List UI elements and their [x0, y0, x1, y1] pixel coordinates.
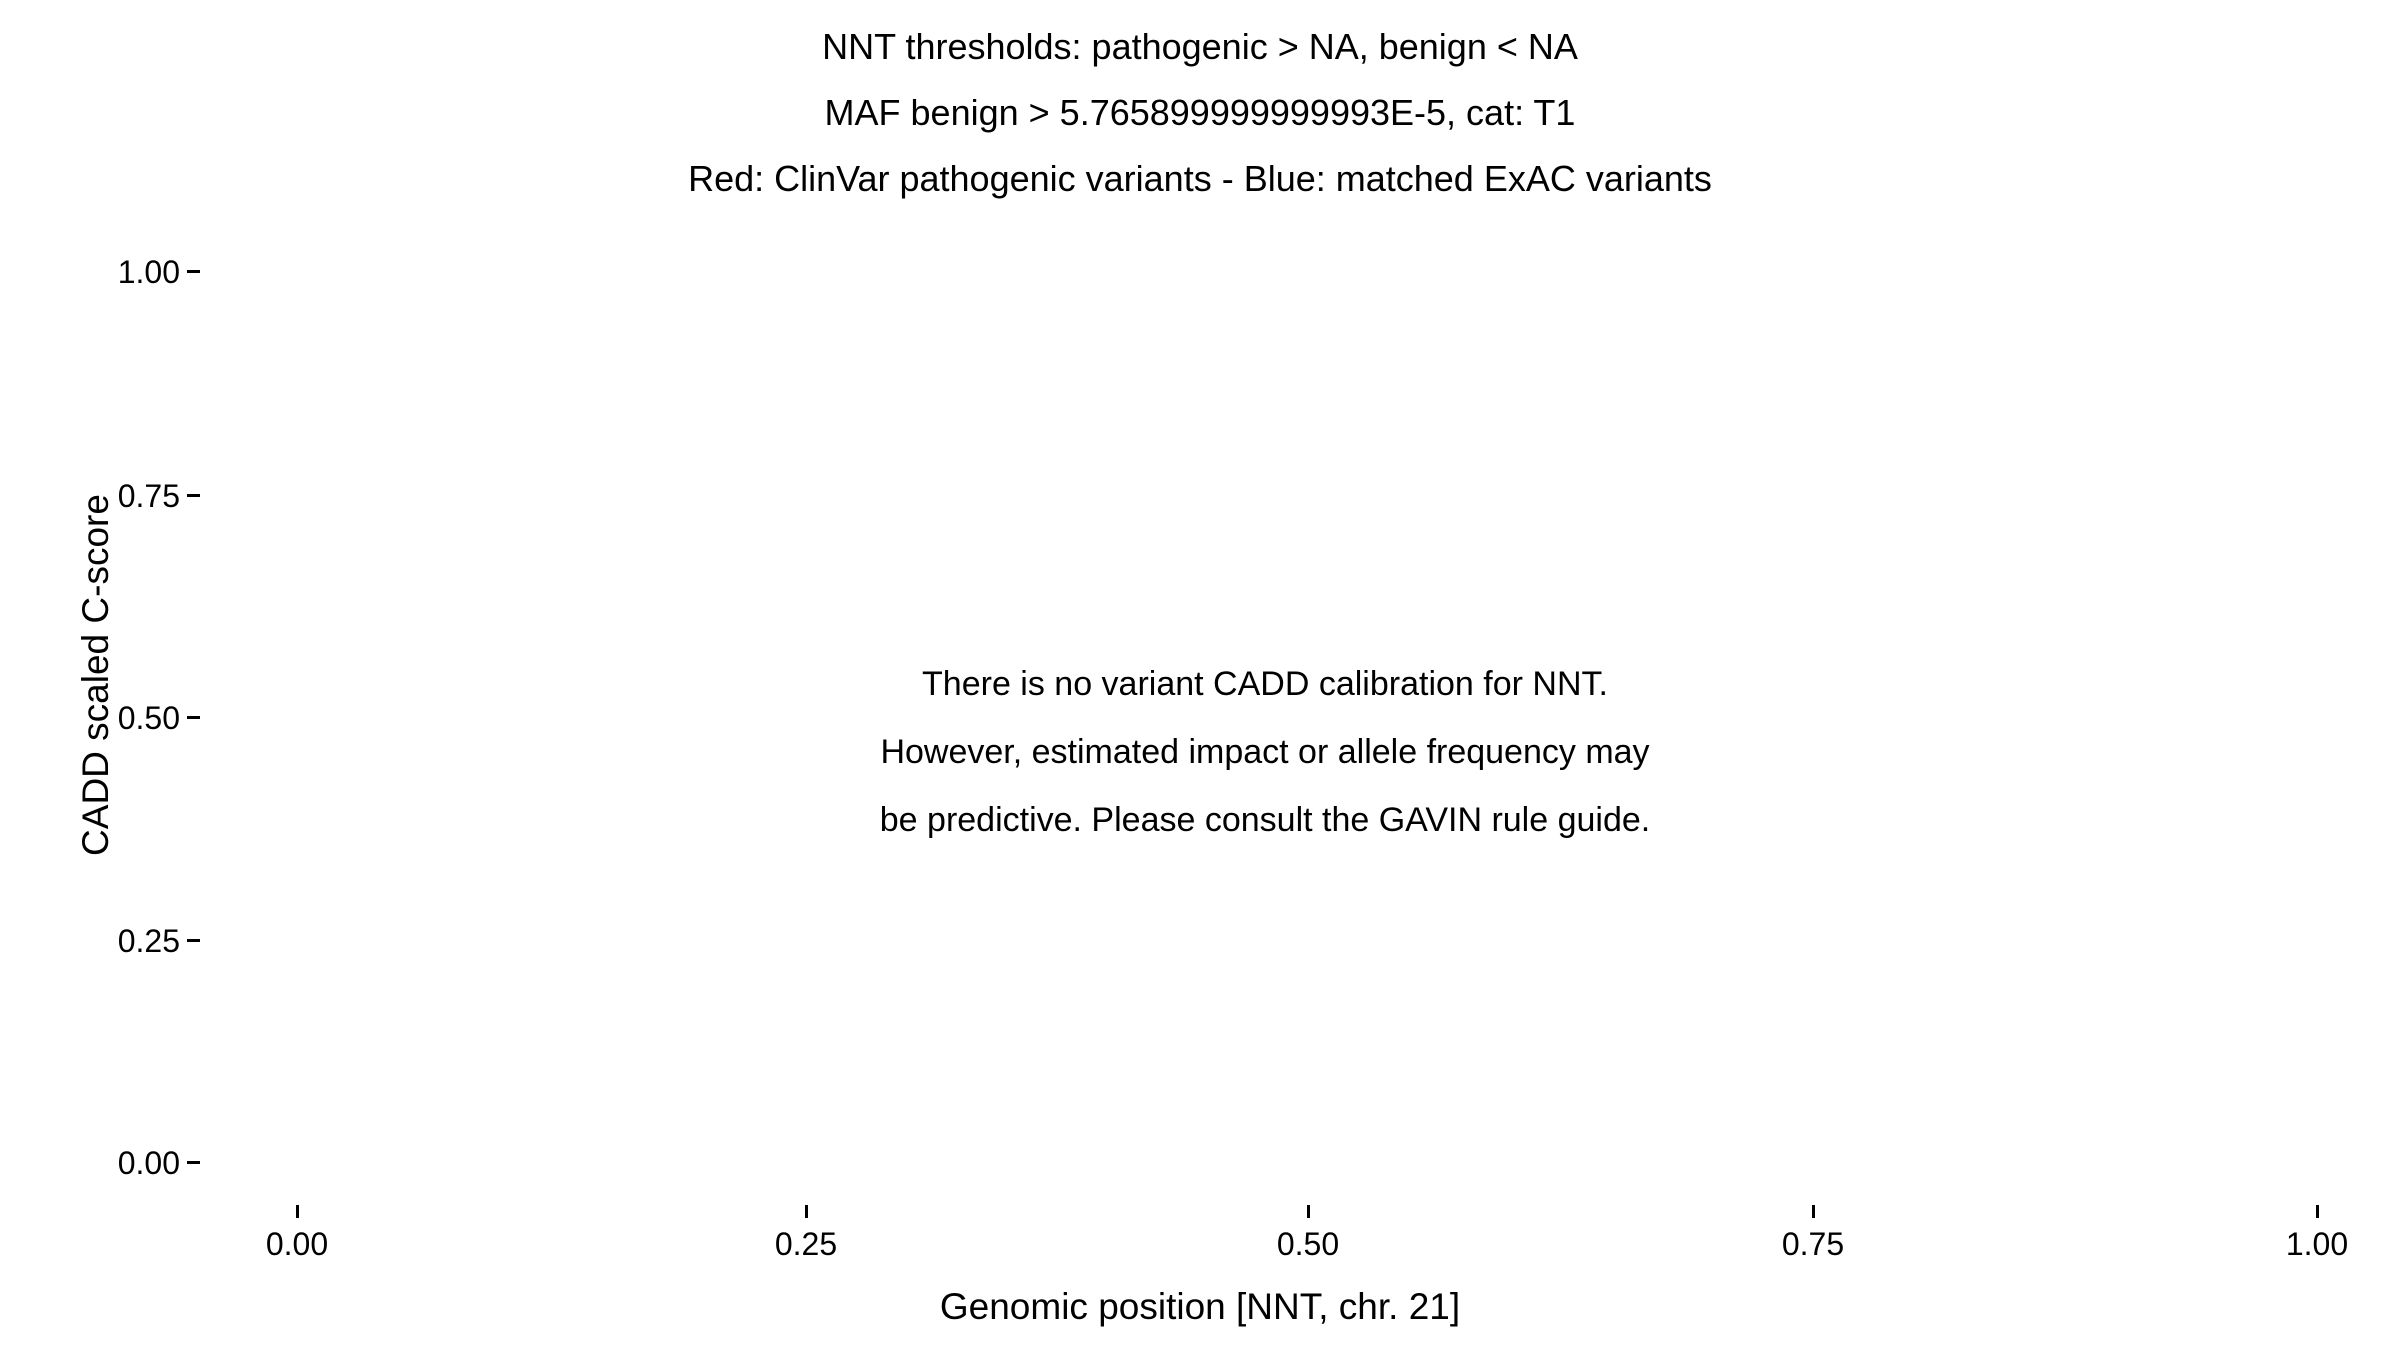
y-tick-label-1.00: 1.00 — [117, 254, 180, 290]
y-tick-label-0.50: 0.50 — [117, 700, 180, 736]
annotation-line-2: However, estimated impact or allele frequency may — [880, 733, 1650, 771]
x-tick-label-0.25: 0.25 — [774, 1226, 838, 1262]
y-tick-mark-0.25 — [187, 939, 200, 942]
x-tick-mark-0.50 — [1307, 1205, 1310, 1218]
x-tick-mark-0.00 — [296, 1205, 299, 1218]
annotation-line-3: be predictive. Please consult the GAVIN rule guide. — [879, 801, 1651, 839]
x-tick-label-0.50: 0.50 — [1276, 1226, 1340, 1262]
chart-title-line-1: NNT thresholds: pathogenic > NA, benign < NA — [822, 26, 1578, 67]
y-tick-label-0.25: 0.25 — [117, 923, 180, 959]
y-tick-label-0.75: 0.75 — [117, 478, 180, 514]
x-tick-mark-0.75 — [1812, 1205, 1815, 1218]
x-tick-label-0.00: 0.00 — [265, 1226, 329, 1262]
x-tick-mark-1.00 — [2316, 1205, 2319, 1218]
y-tick-mark-1.00 — [187, 270, 200, 273]
plot-panel — [200, 250, 2330, 1165]
chart-title — [0, 14, 2400, 212]
annotation-line-1: There is no variant CADD calibration for NNT. — [922, 665, 1608, 703]
x-axis-title: Genomic position [NNT, chr. 21] — [939, 1286, 1461, 1327]
y-axis-title: CADD scaled C-score — [75, 494, 116, 856]
y-axis-title-wrap — [0, 0, 116, 1350]
y-tick-mark-0.50 — [187, 716, 200, 719]
y-tick-mark-0.75 — [187, 494, 200, 497]
no-calibration-annotation — [650, 650, 1880, 854]
x-tick-mark-0.25 — [805, 1205, 808, 1218]
x-tick-label-0.75: 0.75 — [1781, 1226, 1845, 1262]
x-tick-label-1.00: 1.00 — [2285, 1226, 2349, 1262]
chart-title-line-3: Red: ClinVar pathogenic variants - Blue: matched ExAC variants — [688, 158, 1712, 199]
y-tick-label-0.00: 0.00 — [117, 1145, 180, 1181]
chart-title-line-2: MAF benign > 5.765899999999993E-5, cat: T1 — [824, 92, 1576, 133]
y-tick-mark-0.00 — [187, 1161, 200, 1164]
